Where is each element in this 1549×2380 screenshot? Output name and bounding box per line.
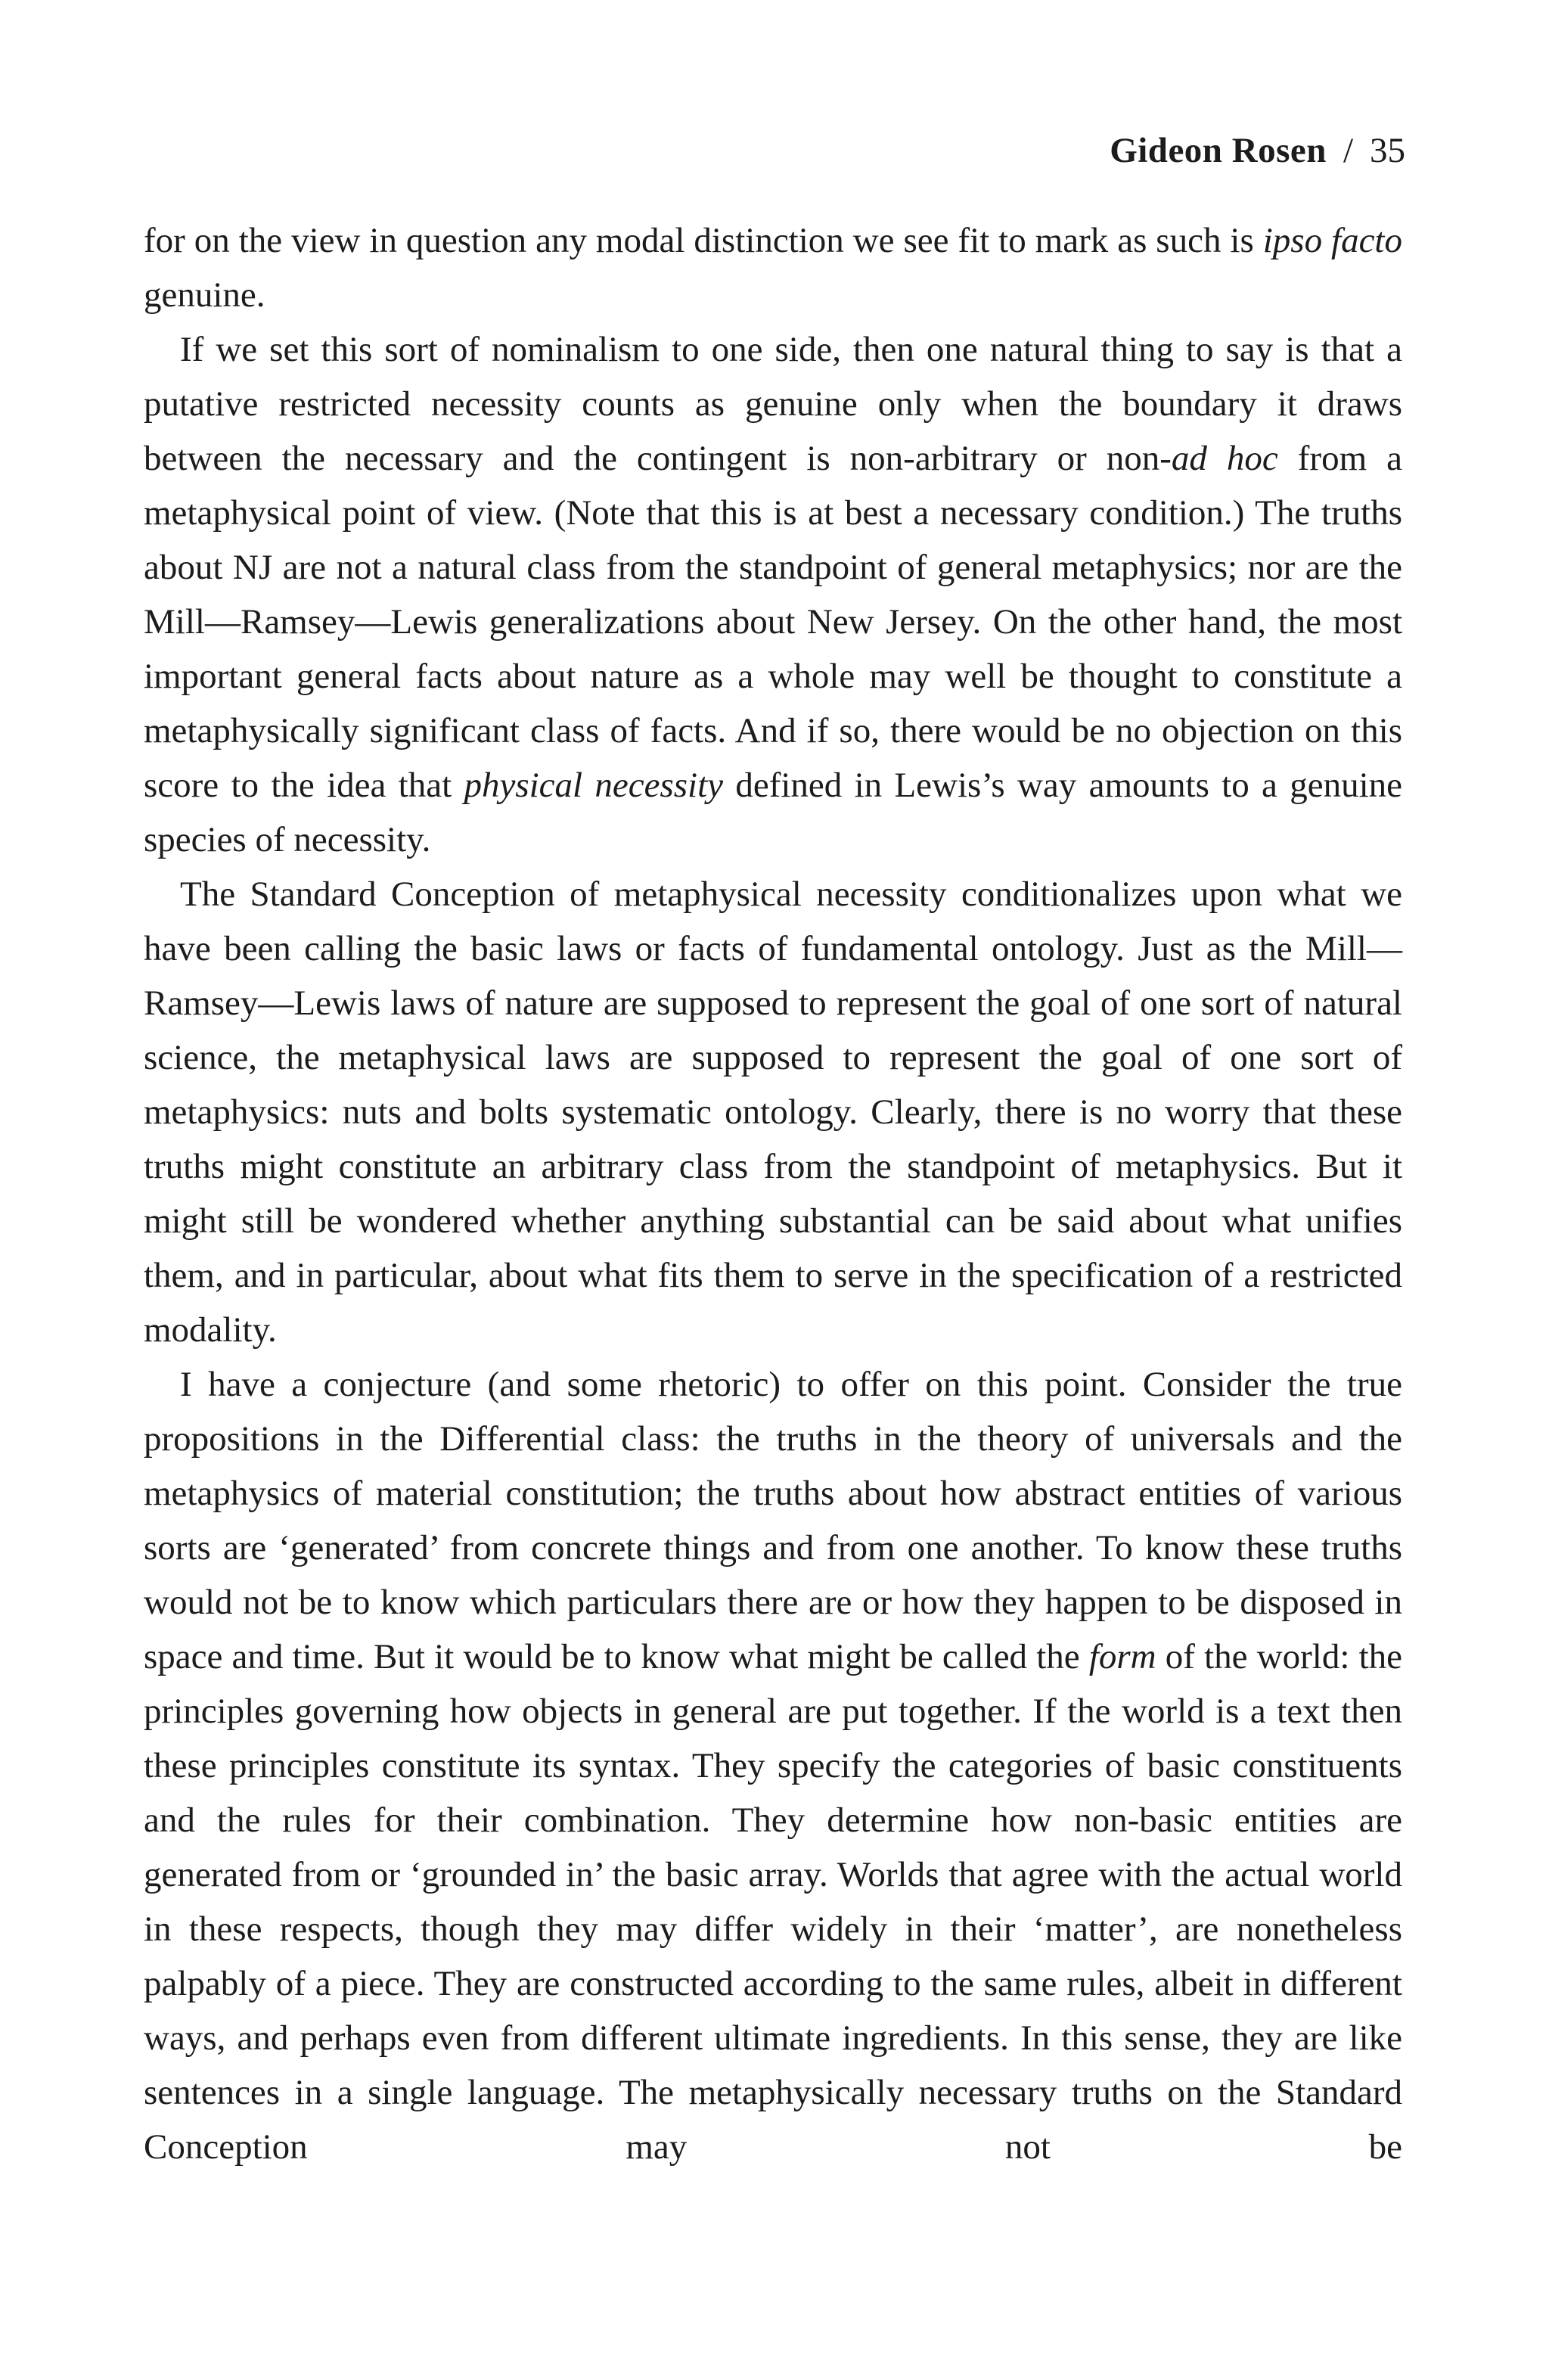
body-text xyxy=(144,213,1402,2174)
paragraph-2 xyxy=(144,322,1402,867)
paragraph-1-text: for on the view in question any modal distinction we see fit to mark as such is xyxy=(144,221,1263,260)
paragraph-2-text: from a metaphysical point of view. (Note that this is at best a necessary condition.) The truths about NJ are not a natural class from the standpoint of general metaphysics; nor are the Mill—Ramsey—Lewis generalizations about New Jersey. On the other hand, the most important general facts about nature as a whole may well be thought to constitute a metaphysically significant class of facts. And if so, there would be no objection on this score to the idea that xyxy=(144,439,1402,805)
running-head-author: Gideon Rosen xyxy=(1110,131,1327,170)
paragraph-4-italic-form: form xyxy=(1088,1637,1156,1676)
paragraph-3-text: The Standard Conception of metaphysical necessity conditionalizes upon what we have been calling the basic laws or facts of fundamental ontology. Just as the Mill—Ramsey—Lewis laws of nature are supposed to represent the goal of one sort of natural science, the metaphysical laws are supposed to represent the goal of one sort of metaphysics: nuts and bolts systematic ontology. Clearly, there is no worry that these truths might constitute an arbitrary class from the standpoint of metaphysics. But it might still be wondered whether anything substantial can be said about what unifies them, and in particular, about what fits them to serve in the specification of a restricted modality. xyxy=(144,875,1402,1350)
paragraph-2-italic-physical-necessity: physical necessity xyxy=(464,766,724,805)
paragraph-4-text: of the world: the principles governing how objects in general are put together. If the world is a text then these principles constitute its syntax. They specify the categories of basic constituents and the rules for their combination. They determine how non-basic entities are generated from or ‘grounded in’ the basic array. Worlds that agree with the actual world in these respects, though they may differ widely in their ‘matter’, are nonetheless palpably of a piece. They are constructed according to the same rules, albeit in different ways, and perhaps even from different ultimate ingredients. In this sense, they are like sentences in a single language. The metaphysically necessary truths on the Standard Conception may not be xyxy=(144,1637,1402,2167)
paragraph-1 xyxy=(144,213,1402,322)
paragraph-1-text: genuine. xyxy=(144,275,265,315)
paragraph-2-text: If we set this sort of nominalism to one side, then one natural thing to say is that a putative restricted necessity counts as genuine only when the boundary it draws between the necessary and the contingent is non-arbitrary or non- xyxy=(144,330,1402,478)
paragraph-4-text: I have a conjecture (and some rhetoric) to offer on this point. Consider the true propositions in the Differential class: the truths in the theory of universals and the metaphysics of material constitution; the truths about how abstract entities of various sorts are ‘generated’ from concrete things and from one another. To know these truths would not be to know which particulars there are or how they happen to be disposed in space and time. But it would be to know what might be called the xyxy=(144,1365,1402,1676)
paragraph-2-text: defined in Lewis’s way amounts to a genuine species of necessity. xyxy=(144,766,1402,859)
paragraph-3 xyxy=(144,867,1402,1357)
running-head xyxy=(1110,133,1405,169)
paragraph-4 xyxy=(144,1357,1402,2174)
running-head-separator: / xyxy=(1343,131,1353,170)
page-number: 35 xyxy=(1370,131,1405,170)
paragraph-2-italic-ad-hoc: ad hoc xyxy=(1171,439,1278,478)
paragraph-1-italic-ipso-facto: ipso facto xyxy=(1262,221,1402,260)
